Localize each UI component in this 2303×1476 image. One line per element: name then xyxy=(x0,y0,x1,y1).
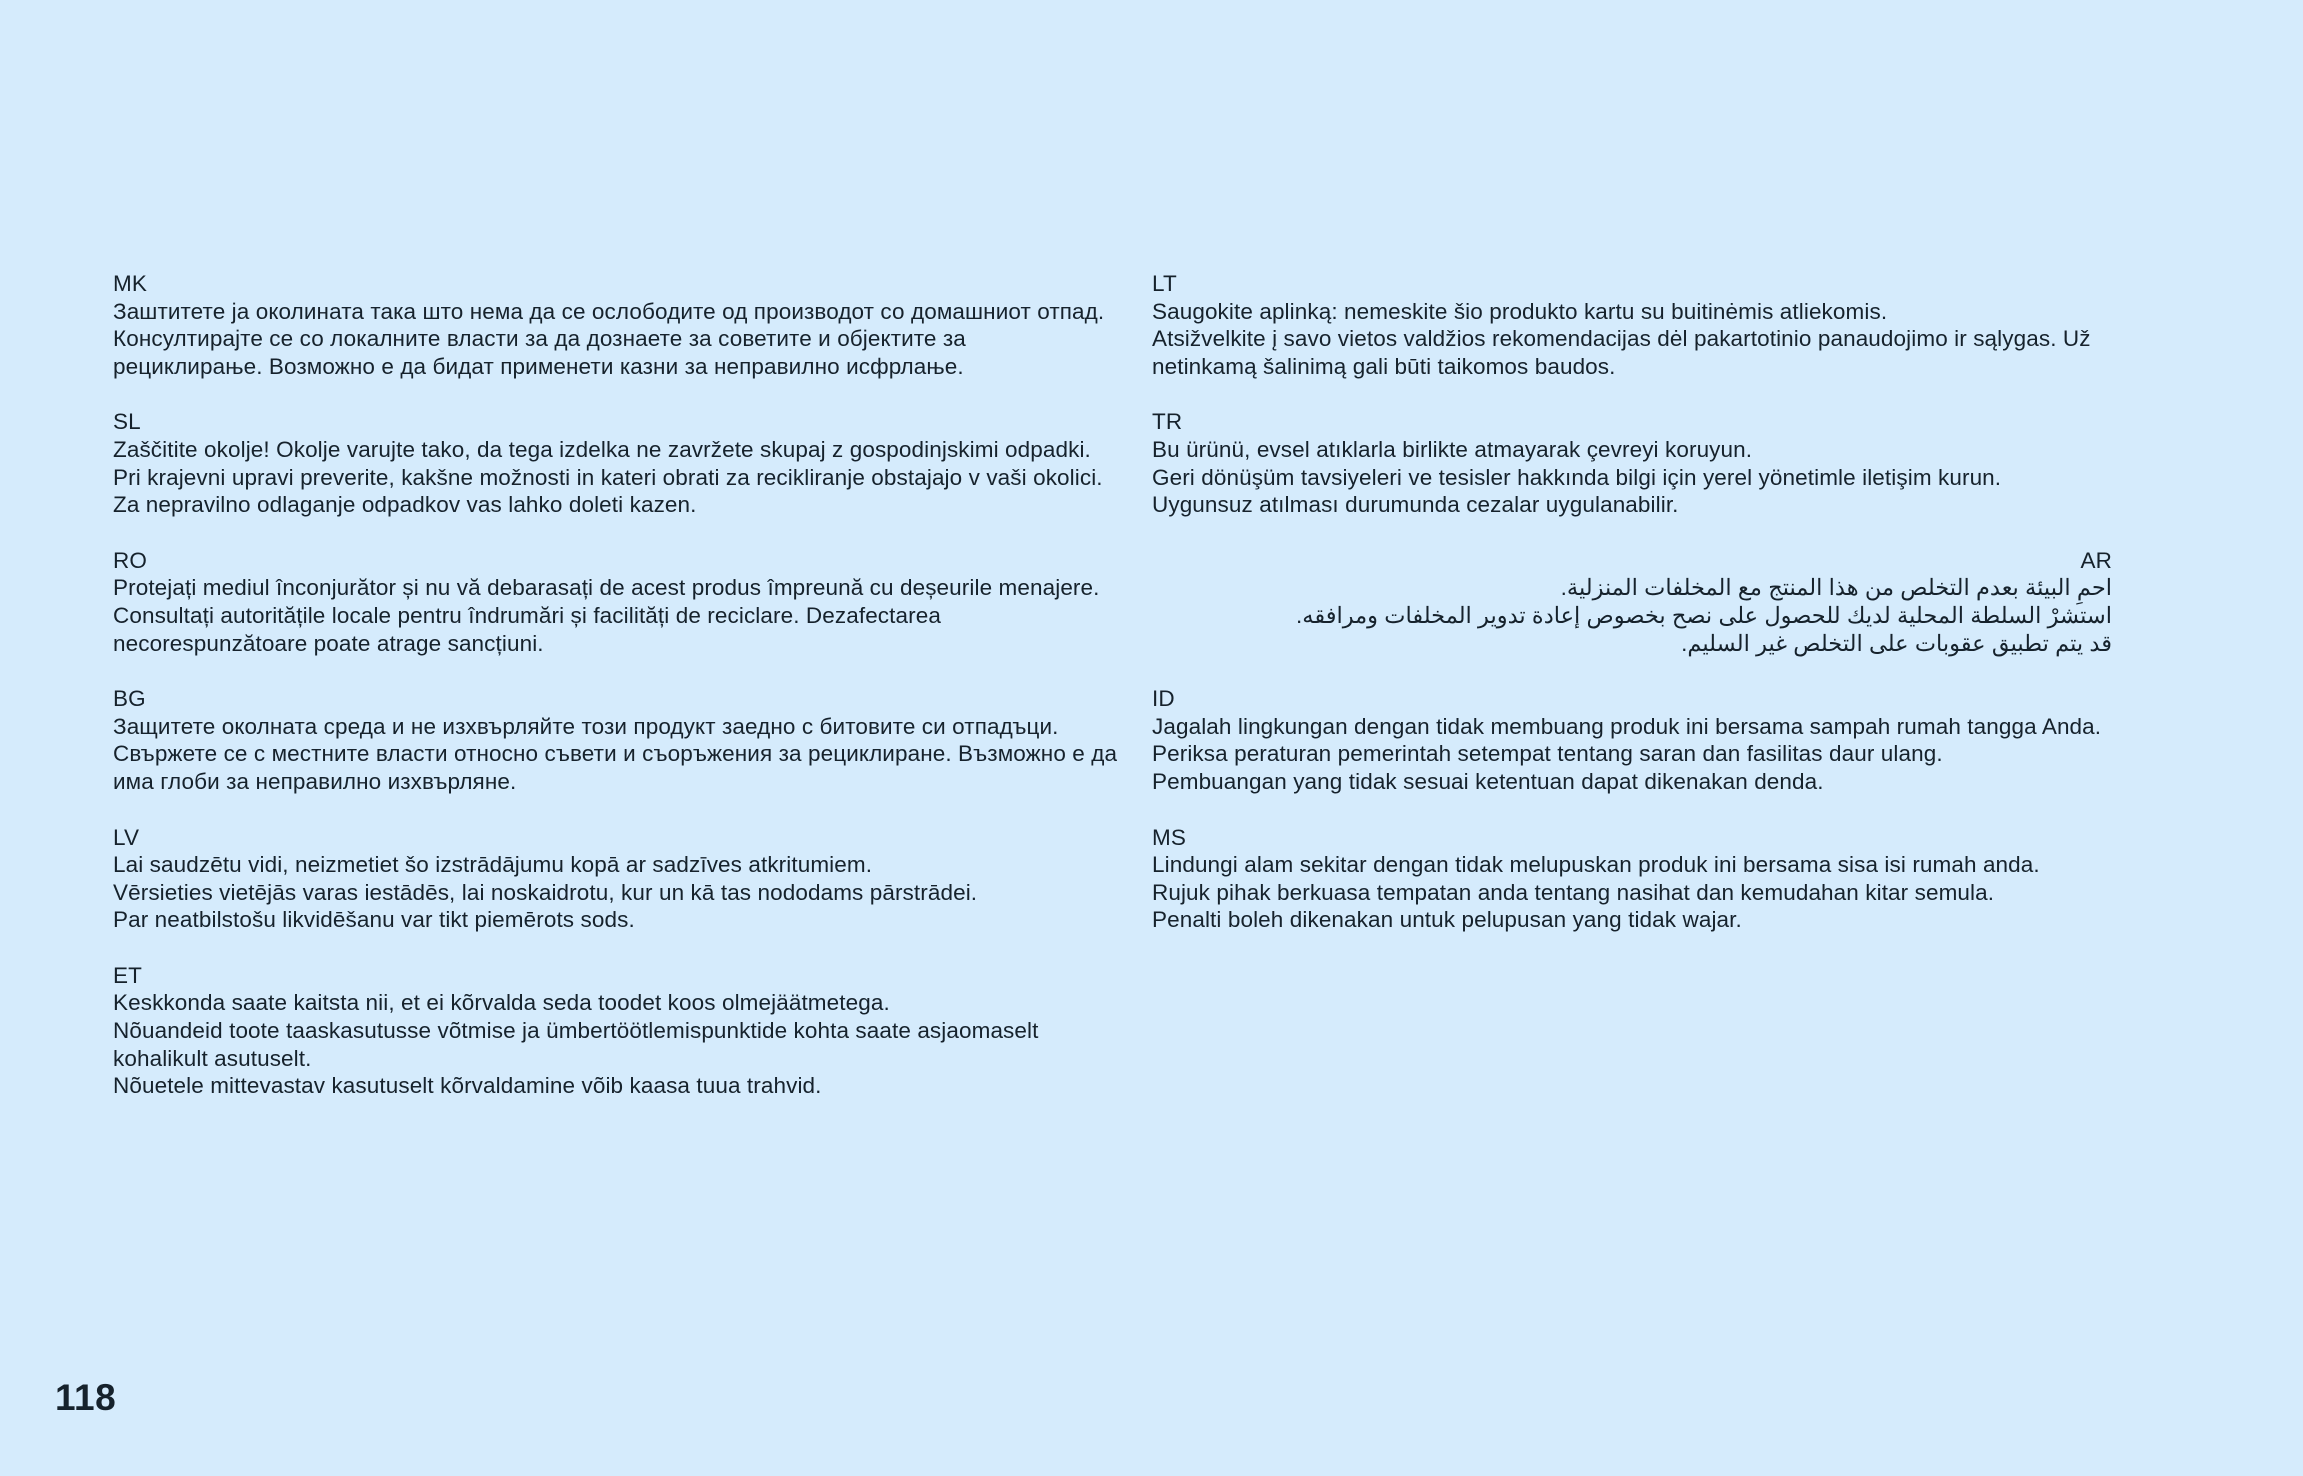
section-et xyxy=(113,962,1118,1100)
section-ro xyxy=(113,547,1118,657)
section-sl xyxy=(113,408,1118,518)
paragraph-ar-3: قد يتم تطبيق عقوبات على التخلص غير السليم. xyxy=(1681,630,2112,656)
paragraph-id-2: Periksa peraturan pemerintah setempat tentang saran dan fasilitas daur ulang. xyxy=(1152,741,1943,767)
paragraph-id-3: Pembuangan yang tidak sesuai ketentuan dapat dikenakan denda. xyxy=(1152,768,1824,794)
paragraph-lt-2: Atsižvelkite į savo vietos valdžios rekomendacijas dėl pakartotinio panaudojimo ir sąlygas. Už netinkamą šalinimą gali būti taikomos baudos. xyxy=(1152,326,2091,379)
language-code-sl: SL xyxy=(113,409,141,435)
left-column xyxy=(113,270,1118,1128)
language-code-ms: MS xyxy=(1152,824,1186,850)
paragraph-ms-1: Lindungi alam sekitar dengan tidak melupuskan produk ini bersama sisa isi rumah anda. xyxy=(1152,852,2040,878)
paragraph-bg-2: Свържете се с местните власти относно съвети и съоръжения за рециклиране. Възможно е да има глоби за неправилно изхвърляне. xyxy=(113,741,1118,794)
paragraph-ro-2: Consultați autoritățile locale pentru îndrumări și facilități de reciclare. Dezafectarea necorespunzătoare poate atrage sancțiuni. xyxy=(113,602,941,656)
paragraph-et-3: Nõuetele mittevastav kasutuselt kõrvaldamine võib kaasa tuua trahvid. xyxy=(113,1073,822,1099)
section-lv xyxy=(113,824,1118,934)
language-code-lv: LV xyxy=(113,824,140,850)
paragraph-bg-1: Защитете околната среда и не изхвърляйте този продукт заедно с битовите си отпадъци. xyxy=(113,713,1059,739)
page-number: 118 xyxy=(55,1377,117,1418)
paragraph-tr-1: Bu ürünü, evsel atıklarla birlikte atmayarak çevreyi koruyun. xyxy=(1152,436,1753,462)
paragraph-tr-3: Uygunsuz atılması durumunda cezalar uygulanabilir. xyxy=(1152,492,1679,518)
language-code-tr: TR xyxy=(1152,409,1183,435)
paragraph-lv-1: Lai saudzētu vidi, neizmetiet šo izstrādājumu kopā ar sadzīves atkritumiem. xyxy=(113,852,873,878)
paragraph-lv-2: Vērsieties vietējās varas iestādēs, lai noskaidrotu, kur un kā tas nododams pārstrādei. xyxy=(113,879,978,905)
paragraph-ms-2: Rujuk pihak berkuasa tempatan anda tentang nasihat dan kemudahan kitar semula. xyxy=(1152,879,1995,905)
section-lt xyxy=(1152,270,2112,380)
paragraph-id-1: Jagalah lingkungan dengan tidak membuang produk ini bersama sampah rumah tangga Anda. xyxy=(1152,713,2102,739)
paragraph-ar-2: استشرْ السلطة المحلية لديك للحصول على نصح بخصوص إعادة تدوير المخلفات ومرافقه. xyxy=(1296,602,2112,628)
paragraph-sl-1: Zaščitite okolje! Okolje varujte tako, da tega izdelka ne zavržete skupaj z gospodinjskimi odpadki. xyxy=(113,436,1091,462)
section-tr xyxy=(1152,408,2112,518)
paragraph-sl-2: Pri krajevni upravi preverite, kakšne možnosti in kateri obrati za recikliranje obstajajo v vaši okolici. Za nepravilno odlaganje odpadkov vas lahko doleti kazen. xyxy=(113,464,1103,518)
language-code-et: ET xyxy=(113,962,142,988)
section-bg xyxy=(113,685,1118,795)
section-mk xyxy=(113,270,1118,380)
paragraph-ro-1: Protejați mediul înconjurător și nu vă debarasați de acest produs împreună cu deșeurile menajere. xyxy=(113,575,1100,601)
paragraph-mk-1: Заштитете ја околината така што нема да се ослободите од производот со домашниот отпад. xyxy=(113,298,1105,324)
language-code-id: ID xyxy=(1152,686,1175,712)
paragraph-ar-1: احمِ البيئة بعدم التخلص من هذا المنتج مع المخلفات المنزلية. xyxy=(1560,575,2112,601)
language-code-bg: BG xyxy=(113,686,146,712)
paragraph-tr-2: Geri dönüşüm tavsiyeleri ve tesisler hakkında bilgi için yerel yönetimle iletişim kurun. xyxy=(1152,464,2002,490)
section-ar xyxy=(1152,547,2112,657)
language-code-mk: MK xyxy=(113,271,147,296)
right-column xyxy=(1152,270,2112,962)
language-code-ro: RO xyxy=(113,547,147,573)
language-code-ar: AR xyxy=(2080,547,2112,573)
section-id xyxy=(1152,685,2112,795)
paragraph-lv-3: Par neatbilstošu likvidēšanu var tikt piemērots sods. xyxy=(113,907,635,933)
paragraph-lt-1: Saugokite aplinką: nemeskite šio produkto kartu su buitinėmis atliekomis. xyxy=(1152,298,1888,324)
paragraph-et-1: Keskkonda saate kaitsta nii, et ei kõrvalda seda toodet koos olmejäätmetega. xyxy=(113,990,890,1016)
paragraph-et-2: Nõuandeid toote taaskasutusse võtmise ja ümbertöötlemispunktide kohta saate asjaomaselt kohalikult asutuselt. xyxy=(113,1018,1039,1071)
section-ms xyxy=(1152,824,2112,934)
paragraph-ms-3: Penalti boleh dikenakan untuk pelupusan yang tidak wajar. xyxy=(1152,907,1742,933)
paragraph-mk-2: Консултирајте се со локалните власти за да дознаете за советите и објектите за рециклирање. Возможно е да бидат применети казни за неправилно исфрлање. xyxy=(113,326,966,379)
language-code-lt: LT xyxy=(1152,271,1177,296)
